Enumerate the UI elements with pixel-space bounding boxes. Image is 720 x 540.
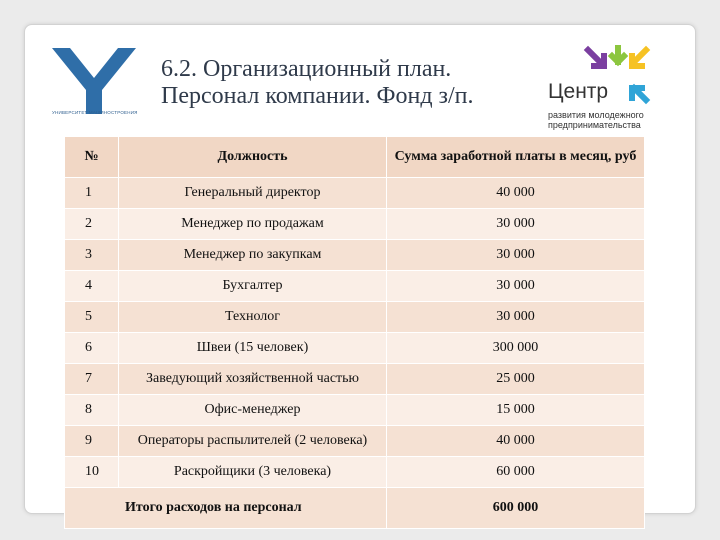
header-position: Должность (119, 137, 387, 178)
cell-num: 5 (65, 302, 119, 333)
cell-position: Менеджер по продажам (119, 209, 387, 240)
table-row (65, 395, 645, 426)
university-logo-caption: УНИВЕРСИТЕТ МАШИНОСТРОЕНИЯ (52, 110, 138, 115)
cell-position: Операторы распылителей (2 человека) (119, 426, 387, 457)
cell-salary: 30 000 (387, 271, 645, 302)
cell-salary: 15 000 (387, 395, 645, 426)
salary-table (64, 136, 645, 529)
cell-num: 7 (65, 364, 119, 395)
table-header-row (65, 137, 645, 178)
center-logo-name: Центр (548, 80, 609, 103)
table-row (65, 364, 645, 395)
header-num: № (65, 137, 119, 178)
page-title-line-1: 6.2. Организационный план. (161, 56, 452, 82)
total-label: Итого расходов на персонал (65, 488, 387, 529)
cell-num: 9 (65, 426, 119, 457)
cell-position: Заведующий хозяйственной частью (119, 364, 387, 395)
cell-num: 10 (65, 457, 119, 488)
table-row (65, 333, 645, 364)
cell-num: 8 (65, 395, 119, 426)
cell-num: 4 (65, 271, 119, 302)
cell-position: Технолог (119, 302, 387, 333)
total-value: 600 000 (387, 488, 645, 529)
cell-salary: 25 000 (387, 364, 645, 395)
cell-salary: 40 000 (387, 426, 645, 457)
cell-salary: 30 000 (387, 209, 645, 240)
cell-num: 2 (65, 209, 119, 240)
cell-salary: 30 000 (387, 302, 645, 333)
table-row (65, 240, 645, 271)
cell-salary: 300 000 (387, 333, 645, 364)
cell-position: Раскройщики (3 человека) (119, 457, 387, 488)
cell-salary: 60 000 (387, 457, 645, 488)
cell-position: Офис-менеджер (119, 395, 387, 426)
center-logo-subtitle: развития молодежного предпринимательства (548, 110, 644, 130)
table-total-row (65, 488, 645, 529)
cell-salary: 40 000 (387, 178, 645, 209)
cell-position: Генеральный директор (119, 178, 387, 209)
table-row (65, 178, 645, 209)
table-row (65, 271, 645, 302)
cell-position: Бухгалтер (119, 271, 387, 302)
cell-position: Швеи (15 человек) (119, 333, 387, 364)
cell-num: 6 (65, 333, 119, 364)
page-title (161, 56, 541, 110)
cell-position: Менеджер по закупкам (119, 240, 387, 271)
table-row (65, 426, 645, 457)
cell-num: 3 (65, 240, 119, 271)
table-row (65, 457, 645, 488)
university-logo-icon (52, 46, 136, 118)
table-row (65, 302, 645, 333)
cell-salary: 30 000 (387, 240, 645, 271)
header-salary: Сумма заработной платы в месяц, руб (387, 137, 645, 178)
table-row (65, 209, 645, 240)
page-title-line-2: Персонал компании. Фонд з/п. (161, 83, 474, 109)
cell-num: 1 (65, 178, 119, 209)
